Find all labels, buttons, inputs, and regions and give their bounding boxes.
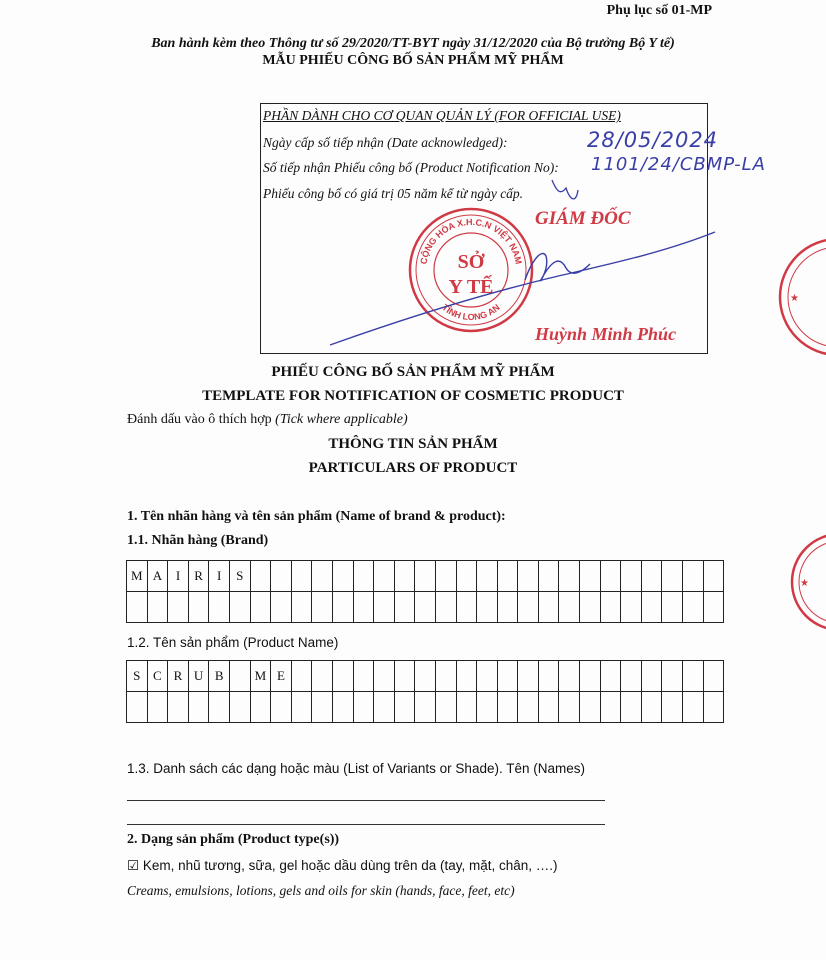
letter-box[interactable] — [456, 692, 477, 723]
letter-box[interactable] — [374, 692, 395, 723]
letter-box[interactable] — [703, 561, 724, 592]
letter-box[interactable] — [600, 592, 621, 623]
letter-box[interactable] — [394, 592, 415, 623]
form-title: MẪU PHIẾU CÔNG BỐ SẢN PHẨM MỸ PHẨM — [262, 53, 564, 68]
letter-box[interactable] — [456, 661, 477, 692]
letter-box[interactable] — [477, 661, 498, 692]
brand-label: 1.1. Nhãn hàng (Brand) — [127, 533, 269, 548]
seal-center-line2: Y TẾ — [448, 276, 494, 298]
letter-box[interactable] — [580, 692, 601, 723]
letter-box[interactable] — [229, 592, 250, 623]
letter-box[interactable] — [621, 661, 642, 692]
svg-text:★: ★ — [790, 293, 799, 304]
edge-stamp-icon — [788, 530, 826, 640]
letter-box[interactable]: I — [168, 561, 189, 592]
en-particulars-heading: PARTICULARS OF PRODUCT — [308, 460, 518, 476]
letter-box[interactable] — [209, 592, 230, 623]
letter-box[interactable] — [415, 692, 436, 723]
date-acknowledged-value: 28/05/2024 — [587, 128, 719, 152]
letter-box[interactable] — [435, 661, 456, 692]
letter-box[interactable] — [559, 592, 580, 623]
letter-box[interactable] — [435, 592, 456, 623]
notification-number-value: 1101/24/CBMP-LA — [591, 154, 766, 175]
checked-checkbox-icon[interactable]: ☑ — [127, 858, 140, 873]
seal-center-line1: SỞ — [457, 251, 485, 273]
product-row-1 — [127, 661, 724, 692]
letter-box[interactable] — [559, 561, 580, 592]
letter-box[interactable] — [435, 692, 456, 723]
letter-box[interactable] — [209, 692, 230, 723]
letter-box[interactable] — [456, 592, 477, 623]
letter-box[interactable] — [683, 661, 704, 692]
letter-box[interactable] — [250, 561, 271, 592]
letter-box[interactable] — [703, 592, 724, 623]
brand-row-1 — [127, 561, 724, 592]
letter-box[interactable] — [641, 692, 662, 723]
letter-box[interactable] — [127, 592, 148, 623]
letter-box[interactable] — [683, 692, 704, 723]
letter-box[interactable] — [641, 561, 662, 592]
variants-line-1 — [127, 800, 605, 801]
letter-box[interactable] — [456, 561, 477, 592]
letter-box[interactable] — [683, 561, 704, 592]
letter-box[interactable] — [332, 692, 353, 723]
letter-box[interactable] — [641, 592, 662, 623]
letter-box[interactable]: U — [188, 661, 209, 692]
tick-instruction-vi: Đánh dấu vào ô thích hợp — [127, 412, 272, 427]
letter-box[interactable] — [271, 561, 292, 592]
letter-box[interactable]: R — [168, 661, 189, 692]
letter-box[interactable] — [600, 661, 621, 692]
letter-box[interactable] — [291, 561, 312, 592]
product-name-label: 1.2. Tên sản phẩm (Product Name) — [127, 635, 339, 650]
letter-box[interactable] — [332, 592, 353, 623]
letter-box[interactable] — [621, 561, 642, 592]
letter-box[interactable] — [332, 661, 353, 692]
letter-box[interactable] — [497, 592, 518, 623]
letter-box[interactable] — [271, 592, 292, 623]
notification-number-label: Số tiếp nhận Phiếu công bố (Product Notification No): — [263, 160, 559, 175]
product-type-option — [127, 858, 558, 874]
letter-box[interactable] — [188, 592, 209, 623]
director-title: GIÁM ĐỐC — [535, 208, 631, 229]
seal-top-text: CỘNG HÒA X.H.C.N VIỆT NAM — [418, 216, 524, 266]
letter-box[interactable] — [353, 561, 374, 592]
letter-box[interactable] — [580, 661, 601, 692]
letter-box[interactable] — [147, 592, 168, 623]
letter-box[interactable]: S — [127, 661, 148, 692]
letter-box[interactable] — [312, 661, 333, 692]
en-form-heading: TEMPLATE FOR NOTIFICATION OF COSMETIC PRODUCT — [202, 388, 624, 404]
letter-box[interactable]: C — [147, 661, 168, 692]
letter-box[interactable]: I — [209, 561, 230, 592]
letter-box[interactable]: R — [188, 561, 209, 592]
letter-box[interactable] — [291, 692, 312, 723]
letter-box[interactable] — [353, 692, 374, 723]
letter-box[interactable] — [291, 661, 312, 692]
letter-box[interactable] — [580, 592, 601, 623]
product-row-2 — [127, 692, 724, 723]
letter-box[interactable] — [662, 692, 683, 723]
letter-box[interactable] — [435, 561, 456, 592]
letter-box[interactable] — [518, 561, 539, 592]
letter-box[interactable] — [477, 561, 498, 592]
letter-box[interactable] — [580, 561, 601, 592]
letter-box[interactable] — [559, 692, 580, 723]
letter-box[interactable] — [312, 692, 333, 723]
letter-box[interactable] — [683, 592, 704, 623]
letter-box[interactable] — [662, 592, 683, 623]
letter-box[interactable] — [291, 592, 312, 623]
section2-title: 2. Dạng sản phẩm (Product type(s)) — [127, 832, 340, 847]
letter-box[interactable] — [559, 661, 580, 692]
letter-box[interactable] — [518, 692, 539, 723]
letter-box[interactable] — [621, 692, 642, 723]
tick-instruction — [127, 412, 408, 428]
letter-box[interactable] — [168, 592, 189, 623]
letter-box[interactable] — [477, 592, 498, 623]
letter-box[interactable] — [312, 561, 333, 592]
section1-title: 1. Tên nhãn hàng và tên sản phẩm (Name of brand & product): — [127, 509, 506, 524]
letter-box[interactable] — [538, 561, 559, 592]
letter-box[interactable] — [374, 561, 395, 592]
letter-box[interactable] — [394, 692, 415, 723]
letter-box[interactable] — [415, 661, 436, 692]
seal-bottom-text: TỈNH LONG AN — [440, 302, 502, 323]
letter-box[interactable]: M — [250, 661, 271, 692]
letter-box[interactable] — [374, 661, 395, 692]
letter-box[interactable] — [147, 692, 168, 723]
svg-text:★: ★ — [800, 578, 809, 589]
letter-box[interactable] — [497, 692, 518, 723]
letter-box[interactable] — [229, 661, 250, 692]
vi-form-heading: PHIẾU CÔNG BỐ SẢN PHẨM MỸ PHẨM — [271, 364, 555, 380]
letter-box[interactable] — [497, 561, 518, 592]
letter-box[interactable] — [662, 561, 683, 592]
letter-box[interactable] — [415, 592, 436, 623]
tick-instruction-en: (Tick where applicable) — [275, 412, 408, 427]
signer-name: Huỳnh Minh Phúc — [535, 324, 677, 344]
letter-box[interactable]: A — [147, 561, 168, 592]
product-type-option-vi: Kem, nhũ tương, sữa, gel hoặc dầu dùng trên da (tay, mặt, chân, ….) — [142, 858, 558, 873]
variants-line-2 — [127, 824, 605, 825]
letter-box[interactable]: S — [229, 561, 250, 592]
product-type-option-en: Creams, emulsions, lotions, gels and oils for skin (hands, face, feet, etc) — [127, 883, 515, 898]
letter-box[interactable] — [229, 692, 250, 723]
letter-box[interactable] — [271, 692, 292, 723]
letter-box[interactable] — [538, 692, 559, 723]
letter-box[interactable] — [518, 661, 539, 692]
letter-box[interactable] — [188, 692, 209, 723]
letter-box[interactable] — [641, 661, 662, 692]
letter-box[interactable] — [353, 592, 374, 623]
letter-box[interactable] — [415, 561, 436, 592]
letter-box[interactable] — [374, 592, 395, 623]
letter-box[interactable] — [600, 692, 621, 723]
letter-box[interactable]: M — [127, 561, 148, 592]
product-grid — [126, 660, 724, 723]
letter-box[interactable] — [477, 692, 498, 723]
letter-box[interactable] — [497, 661, 518, 692]
variants-label: 1.3. Danh sách các dạng hoặc màu (List of Variants or Shade). Tên (Names) — [127, 761, 585, 776]
brand-row-2 — [127, 592, 724, 623]
letter-box[interactable] — [600, 561, 621, 592]
letter-box[interactable] — [621, 592, 642, 623]
date-acknowledged-label: Ngày cấp số tiếp nhận (Date acknowledged): — [263, 135, 508, 150]
svg-text:TỈNH LONG AN — [440, 302, 502, 322]
letter-box[interactable] — [703, 692, 724, 723]
letter-box[interactable] — [353, 661, 374, 692]
issued-by-text: Ban hành kèm theo Thông tư số 29/2020/TT-BYT ngày 31/12/2020 của Bộ trưởng Bộ Y tế) — [151, 36, 675, 51]
letter-box[interactable] — [312, 592, 333, 623]
letter-box[interactable] — [250, 592, 271, 623]
letter-box[interactable] — [250, 692, 271, 723]
vi-particulars-heading: THÔNG TIN SẢN PHẨM — [328, 436, 498, 452]
letter-box[interactable]: E — [271, 661, 292, 692]
letter-box[interactable] — [127, 692, 148, 723]
letter-box[interactable] — [518, 592, 539, 623]
letter-box[interactable] — [394, 561, 415, 592]
edge-stamp-icon — [776, 235, 826, 365]
letter-box[interactable] — [538, 661, 559, 692]
validity-label: Phiếu công bố có giá trị 05 năm kể từ ngày cấp. — [263, 186, 524, 201]
letter-box[interactable] — [332, 561, 353, 592]
appendix-label: Phụ lục số 01-MP — [606, 3, 712, 18]
letter-box[interactable]: B — [209, 661, 230, 692]
official-seal — [406, 205, 536, 335]
brand-grid — [126, 560, 724, 623]
official-box-title: PHẦN DÀNH CHO CƠ QUAN QUẢN LÝ (FOR OFFICIAL USE) — [263, 108, 621, 123]
letter-box[interactable] — [662, 661, 683, 692]
letter-box[interactable] — [703, 661, 724, 692]
letter-box[interactable] — [538, 592, 559, 623]
letter-box[interactable] — [168, 692, 189, 723]
letter-box[interactable] — [394, 661, 415, 692]
